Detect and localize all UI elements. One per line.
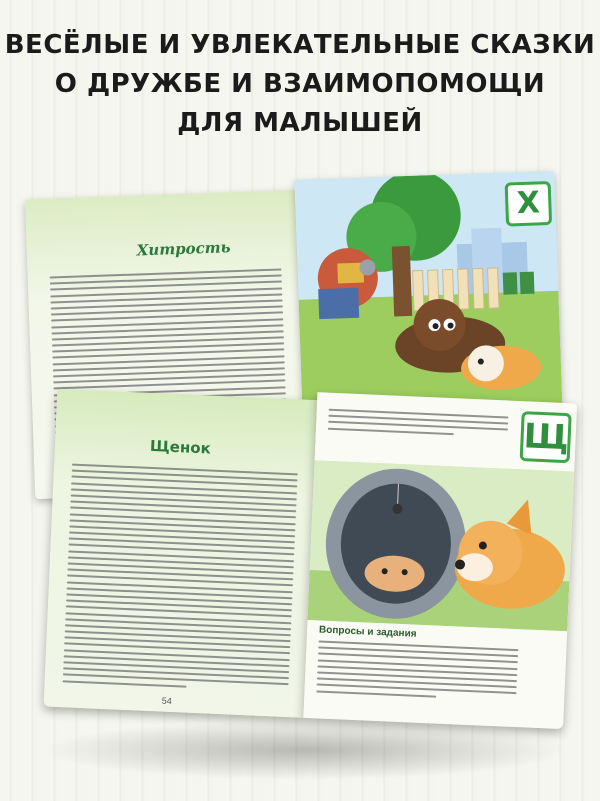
headline-line-1: ВЕСЁЛЫЕ И УВЛЕКАТЕЛЬНЫЕ СКАЗКИ [4, 30, 596, 60]
book-spread-front [43, 381, 577, 743]
front-right-text-block [328, 409, 509, 442]
front-left-page [43, 389, 317, 718]
front-story-title: Щенок [149, 436, 212, 458]
headline-line-3: ДЛЯ МАЛЫШЕЙ [177, 108, 423, 138]
page-number: 54 [161, 695, 173, 707]
headline [0, 26, 600, 143]
front-letter-badge: Щ [520, 411, 572, 463]
questions-list [316, 640, 518, 704]
headline-line-2: О ДРУЖБЕ И ВЗАИМОПОМОЩИ [54, 69, 546, 99]
back-letter-badge: Х [505, 181, 553, 227]
front-right-page [303, 392, 577, 729]
questions-title: Вопросы и задания [318, 624, 417, 640]
back-story-title: Хитрость [136, 238, 231, 260]
puppy-illustration [307, 460, 574, 631]
front-text-block [62, 464, 298, 696]
